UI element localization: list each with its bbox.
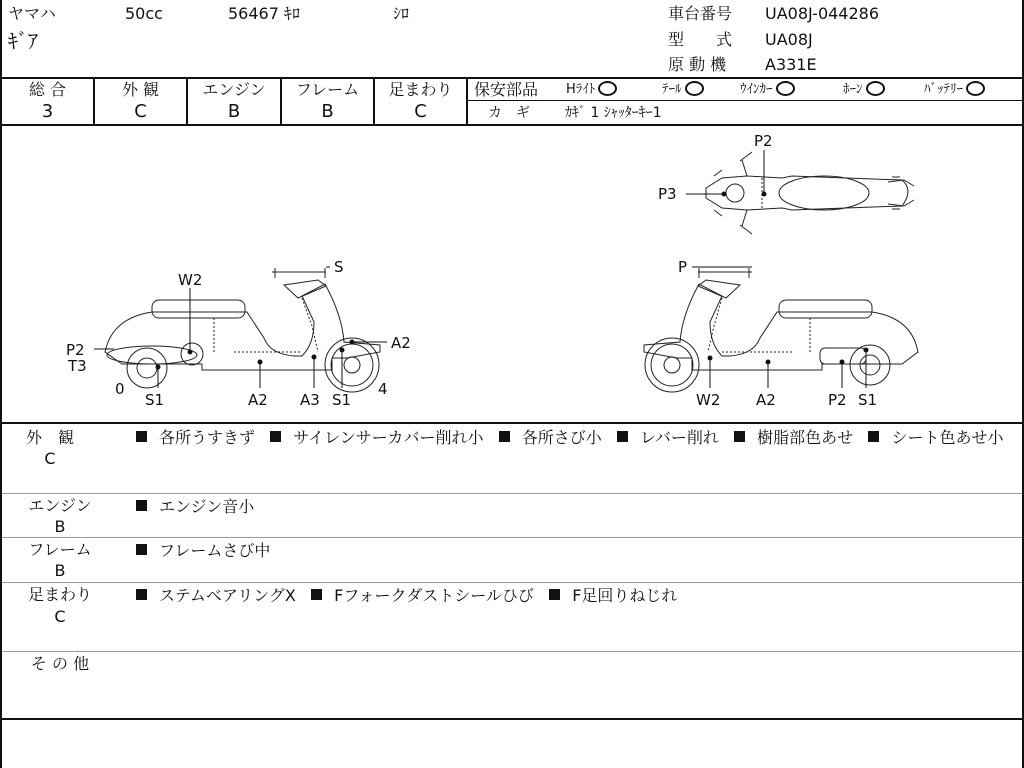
report-grade-exterior: C [44, 449, 56, 468]
ok-circle-icon [966, 81, 985, 96]
ok-circle-icon [598, 81, 617, 96]
diagram-label: W2 [696, 391, 721, 409]
grade-value-suspension: C [414, 101, 427, 122]
diagram-label: 0 [115, 380, 125, 398]
top-view [706, 152, 914, 234]
report-separator-1 [2, 493, 1022, 494]
key-value: ｶｷﾞ 1 ｼｬｯﾀｰｷｰ1 [565, 105, 662, 121]
report-label-engine: エンジン [28, 496, 92, 515]
report-items-suspension [136, 585, 1008, 607]
key-label: カ ギ [488, 105, 530, 121]
report-bottom-line [0, 718, 1024, 720]
safety-item-taillight: ﾃｰﾙ [662, 81, 704, 99]
grade-value-exterior: C [134, 101, 147, 122]
grade-label-suspension: 足まわり [388, 80, 453, 99]
report-item: サイレンサーカバー削れ小 [270, 428, 483, 447]
bullet-square-icon [311, 589, 322, 600]
report-item: エンジン音小 [136, 497, 254, 516]
diagram-label: A3 [300, 391, 320, 409]
report-label-suspension: 足まわり [27, 585, 92, 604]
report-items-engine [136, 496, 1008, 518]
body-color: ｼﾛ [393, 4, 410, 23]
grade-value-frame: B [321, 101, 334, 122]
diagram-label: S1 [858, 391, 878, 409]
model-name: ｷﾞｱ [8, 29, 38, 53]
report-separator-4 [2, 651, 1022, 652]
safety-item-winker: ｳｲﾝｶｰ [740, 81, 795, 99]
report-items-frame [136, 540, 1008, 562]
safety-item-headlight: Hﾗｲﾄ [566, 81, 617, 99]
diagram-label: A2 [248, 391, 268, 409]
report-item: 樹脂部色あせ [734, 428, 853, 447]
engine-label: 原 動 機 [668, 55, 727, 74]
report-label-exterior: 外 観 [25, 428, 74, 447]
type-label: 型 式 [668, 30, 733, 49]
diagram-bottom-line [0, 422, 1024, 424]
bullet-square-icon [549, 589, 560, 600]
diagram-label: P3 [658, 185, 677, 203]
maker-name: ヤマハ [8, 4, 56, 23]
diagram-label: P [678, 258, 688, 276]
right-side-view [644, 268, 918, 392]
bullet-square-icon [136, 589, 147, 600]
report-item: フレームさび中 [136, 541, 270, 560]
safety-item-battery: ﾊﾞｯﾃﾘｰ [924, 81, 985, 99]
grade-value-overall: 3 [41, 101, 54, 122]
report-label-frame: フレーム [28, 540, 92, 559]
header-bottom-line [0, 77, 1024, 79]
report-item: レバー削れ [617, 428, 719, 447]
grade-label-frame: フレーム [295, 80, 360, 99]
diagram-label: P2 [66, 341, 85, 359]
report-items-exterior [136, 427, 1008, 449]
diagram-label: S [334, 258, 344, 276]
bullet-square-icon [136, 431, 147, 442]
safety-parts-label: 保安部品 [474, 80, 539, 99]
diagram-label: W2 [178, 271, 203, 289]
left-side-view [105, 268, 380, 392]
safety-item-horn: ﾎｰﾝ [843, 81, 885, 99]
bullet-square-icon [136, 544, 147, 555]
grade-value-engine: B [227, 101, 241, 122]
diagram-label: A2 [756, 391, 776, 409]
diagram-label: P2 [828, 391, 847, 409]
bullet-square-icon [270, 431, 281, 442]
report-item: シート色あせ小 [868, 428, 1003, 447]
bullet-square-icon [734, 431, 745, 442]
bullet-square-icon [499, 431, 510, 442]
grade-label-engine: エンジン [202, 80, 266, 99]
report-grade-suspension: C [54, 607, 66, 626]
diagram-label: T3 [68, 357, 87, 375]
frame-no-value: UA08J-044286 [765, 4, 880, 23]
bullet-square-icon [868, 431, 879, 442]
mileage: 56467 ｷﾛ [228, 4, 300, 23]
report-item: ステムベアリングX [136, 586, 296, 605]
frame-no-label: 車台番号 [668, 4, 733, 23]
damage-diagram [2, 126, 1022, 422]
displacement: 50cc [125, 4, 163, 23]
report-item: Fフォークダストシールひび [311, 586, 534, 605]
report-item: F足回りねじれ [549, 586, 677, 605]
report-grade-engine: B [54, 517, 66, 536]
type-value: UA08J [765, 30, 813, 49]
grade-label-exterior: 外 観 [121, 80, 160, 99]
report-item: 各所うすきず [136, 428, 255, 447]
grade-divider-5 [466, 78, 468, 124]
bullet-square-icon [136, 500, 147, 511]
grade-label-overall: 総 合 [28, 80, 67, 99]
diagram-label: S1 [332, 391, 352, 409]
diagram-label: A2 [391, 334, 411, 352]
ok-circle-icon [776, 81, 795, 96]
diagram-label: P2 [754, 132, 773, 150]
safety-row-divider [468, 100, 1022, 101]
engine-value: A331E [765, 55, 817, 74]
report-separator-2 [2, 537, 1022, 538]
report-separator-3 [2, 582, 1022, 583]
diagram-label: S1 [145, 391, 165, 409]
report-label-other: そ の 他 [30, 654, 90, 673]
ok-circle-icon [685, 81, 704, 96]
report-item: 各所さび小 [499, 428, 602, 447]
ok-circle-icon [866, 81, 885, 96]
report-grade-frame: B [54, 561, 66, 580]
diagram-label: 4 [378, 380, 388, 398]
bullet-square-icon [617, 431, 628, 442]
